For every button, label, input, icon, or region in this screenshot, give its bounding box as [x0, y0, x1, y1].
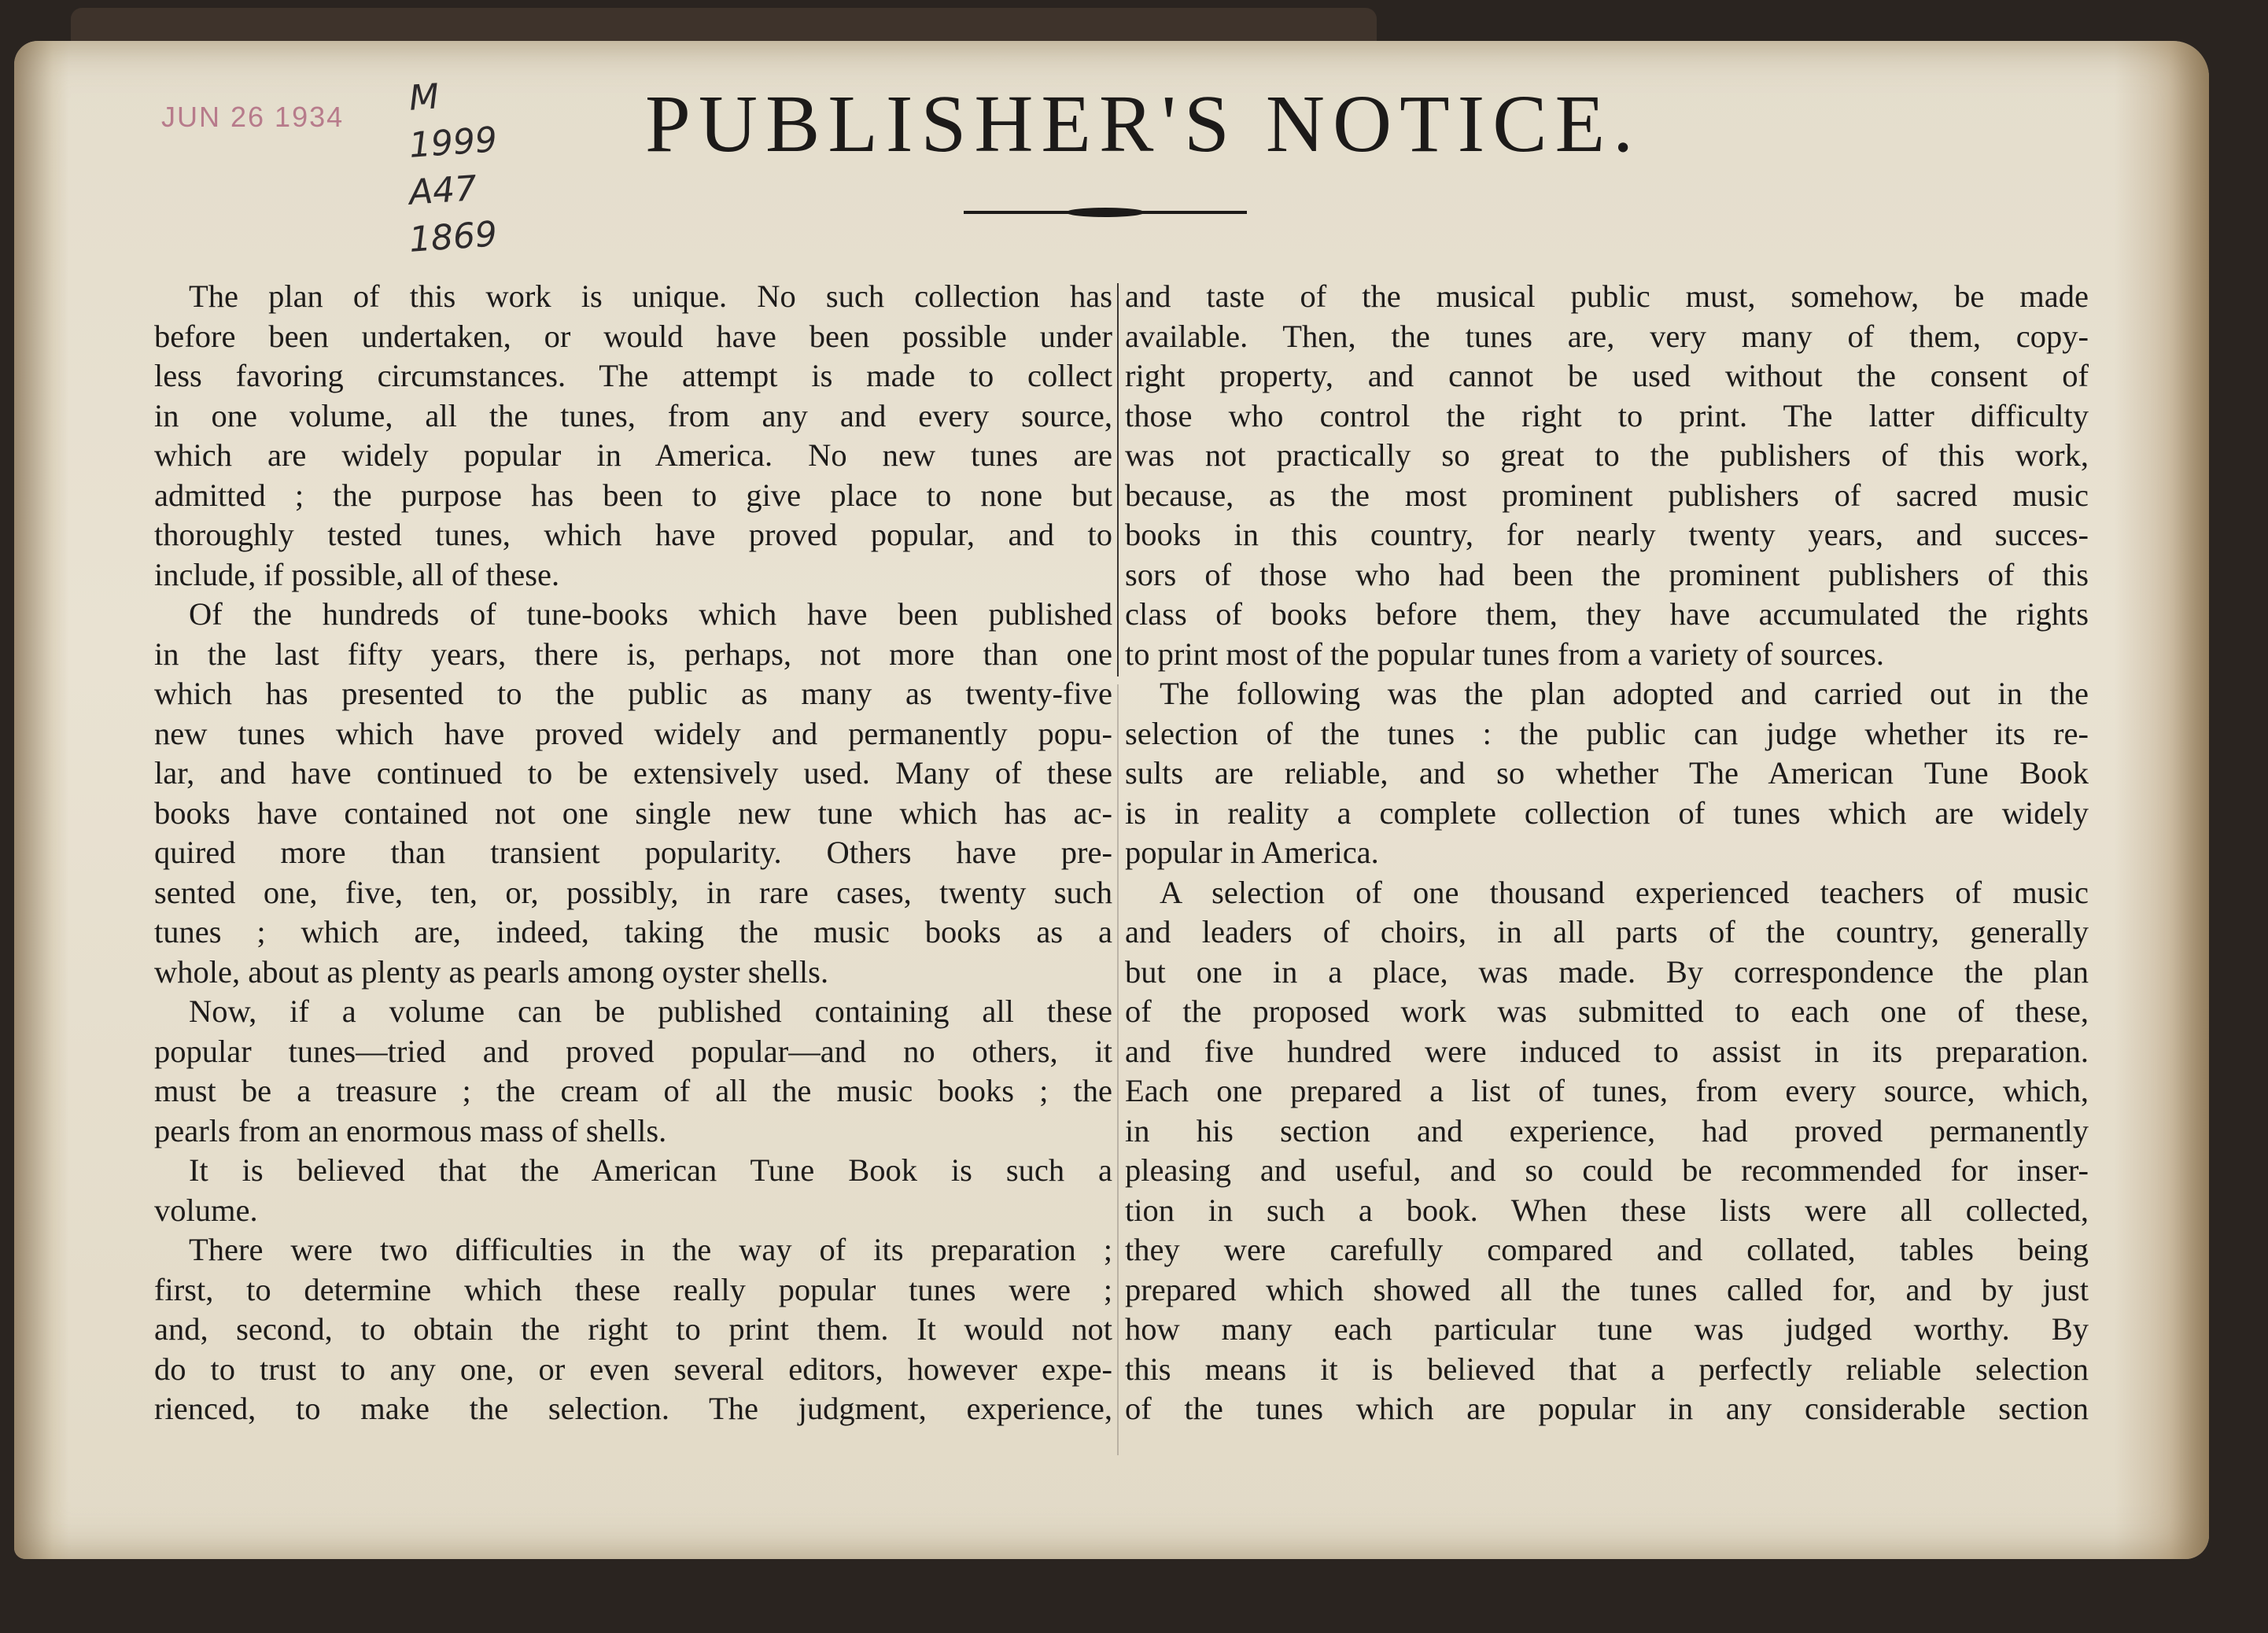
call-number-line: 1999	[408, 120, 499, 166]
text-line: to print most of the popular tunes from a variety of sources.	[1125, 636, 1885, 672]
text-line: and five hundred were induced to assist in its preparation.	[1125, 1033, 2089, 1069]
text-line: which has presented to the public as many as twenty-five	[154, 676, 1112, 711]
text-line: quired more than transient popularity. Others have pre-	[154, 835, 1112, 870]
text-line: sors of those who had been the prominent publishers of this	[1125, 556, 2089, 592]
text-line: tunes ; which are, indeed, taking the music books as a	[154, 914, 1112, 949]
text-line: how many each particular tune was judged worthy. By	[1125, 1311, 2089, 1347]
text-line: pearls from an enormous mass of shells.	[154, 1112, 667, 1148]
right-column-text	[1125, 277, 2089, 1429]
call-number-line: 1869	[408, 214, 499, 260]
text-line: they were carefully compared and collated, tables being	[1125, 1232, 2089, 1267]
text-line: in his section and experience, had proved permanently	[1125, 1112, 2089, 1148]
text-line: books have contained not one single new tune which has ac-	[154, 794, 1112, 831]
text-line: It is believed that the American Tune Book is such a	[189, 1152, 1112, 1188]
column-divider-faint	[1117, 684, 1119, 1455]
text-line: popular tunes—tried and proved popular—and no others, it	[154, 1033, 1112, 1069]
text-line: of the tunes which are popular in any considerable section	[1125, 1391, 2089, 1426]
call-number-line: A47	[408, 168, 478, 213]
text-line: tion in such a book. When these lists were all collected,	[1125, 1192, 2089, 1228]
text-line: less favoring circumstances. The attempt is made to collect	[154, 358, 1112, 393]
text-line: and taste of the musical public must, somehow, be made	[1125, 278, 2089, 314]
text-line: include, if possible, all of these.	[154, 556, 560, 592]
call-number	[409, 72, 497, 261]
text-line: in the last fifty years, there is, perhaps, not more than one	[154, 636, 1112, 672]
text-line: available. Then, the tunes are, very many of them, copy-	[1125, 318, 2089, 354]
text-line: sults are reliable, and so whether The American Tune Book	[1125, 755, 2089, 791]
text-line: but one in a place, was made. By correspondence the plan	[1125, 953, 2089, 990]
page-gutter-shadow	[14, 41, 69, 1559]
text-line: thoroughly tested tunes, which have proved popular, and to	[154, 517, 1112, 552]
text-line: volume.	[154, 1192, 258, 1228]
text-line: selection of the tunes : the public can judge whether its re-	[1125, 715, 2089, 751]
text-line: admitted ; the purpose has been to give place to none but	[154, 477, 1112, 513]
page-edge-curl	[2115, 41, 2209, 1559]
text-line: this means it is believed that a perfectly reliable selection	[1125, 1351, 2089, 1387]
text-line: Of the hundreds of tune-books which have been published	[189, 596, 1112, 632]
column-divider	[1117, 283, 1119, 676]
call-number-line: M	[408, 76, 441, 119]
text-line: rienced, to make the selection. The judgment, experience,	[154, 1391, 1112, 1426]
text-line: The following was the plan adopted and carried out in the	[1160, 676, 2089, 711]
text-line: whole, about as plenty as pearls among oyster shells.	[154, 953, 829, 990]
text-line: The plan of this work is unique. No such collection has	[189, 278, 1112, 314]
text-line: before been undertaken, or would have been possible under	[154, 318, 1112, 354]
text-line: and, second, to obtain the right to print them. It would not	[154, 1311, 1112, 1347]
library-date-stamp: JUN 26 1934	[161, 101, 345, 133]
text-line: lar, and have continued to be extensively used. Many of these	[154, 755, 1112, 791]
text-line: is in reality a complete collection of tunes which are widely	[1125, 794, 2089, 831]
text-line: first, to determine which these really popular tunes were ;	[154, 1271, 1112, 1307]
text-line: popular in America.	[1125, 835, 1379, 870]
text-line: because, as the most prominent publishers of sacred music	[1125, 477, 2089, 513]
text-line: was not practically so great to the publishers of this work,	[1125, 437, 2089, 473]
text-line: There were two difficulties in the way of its preparation ;	[189, 1232, 1112, 1267]
text-line: in one volume, all the tunes, from any and every source,	[154, 397, 1112, 433]
text-line: those who control the right to print. The latter difficulty	[1125, 397, 2089, 433]
text-line: Each one prepared a list of tunes, from every source, which,	[1125, 1073, 2089, 1108]
text-line: books in this country, for nearly twenty years, and succes-	[1125, 517, 2089, 552]
text-line: and leaders of choirs, in all parts of the country, generally	[1125, 914, 2089, 949]
text-line: which are widely popular in America. No new tunes are	[154, 437, 1112, 473]
left-column-text	[154, 277, 1112, 1429]
text-line: of the proposed work was submitted to each one of these,	[1125, 993, 2089, 1029]
text-line: new tunes which have proved widely and permanently popu-	[154, 715, 1112, 751]
title-ornament-rule	[964, 211, 1247, 214]
text-line: Now, if a volume can be published containing all these	[189, 993, 1112, 1029]
text-line: prepared which showed all the tunes called for, and by just	[1125, 1271, 2089, 1307]
text-line: sented one, five, ten, or, possibly, in rare cases, twenty such	[154, 874, 1112, 910]
text-line: class of books before them, they have accumulated the rights	[1125, 596, 2089, 632]
text-line: do to trust to any one, or even several editors, however expe-	[154, 1351, 1112, 1387]
text-line: pleasing and useful, and so could be recommended for inser-	[1125, 1152, 2089, 1188]
text-line: must be a treasure ; the cream of all the music books ; the	[154, 1073, 1112, 1108]
text-line: A selection of one thousand experienced teachers of music	[1160, 874, 2089, 910]
text-line: right property, and cannot be used without the consent of	[1125, 358, 2089, 393]
page-title: PUBLISHER'S NOTICE.	[645, 79, 1642, 169]
